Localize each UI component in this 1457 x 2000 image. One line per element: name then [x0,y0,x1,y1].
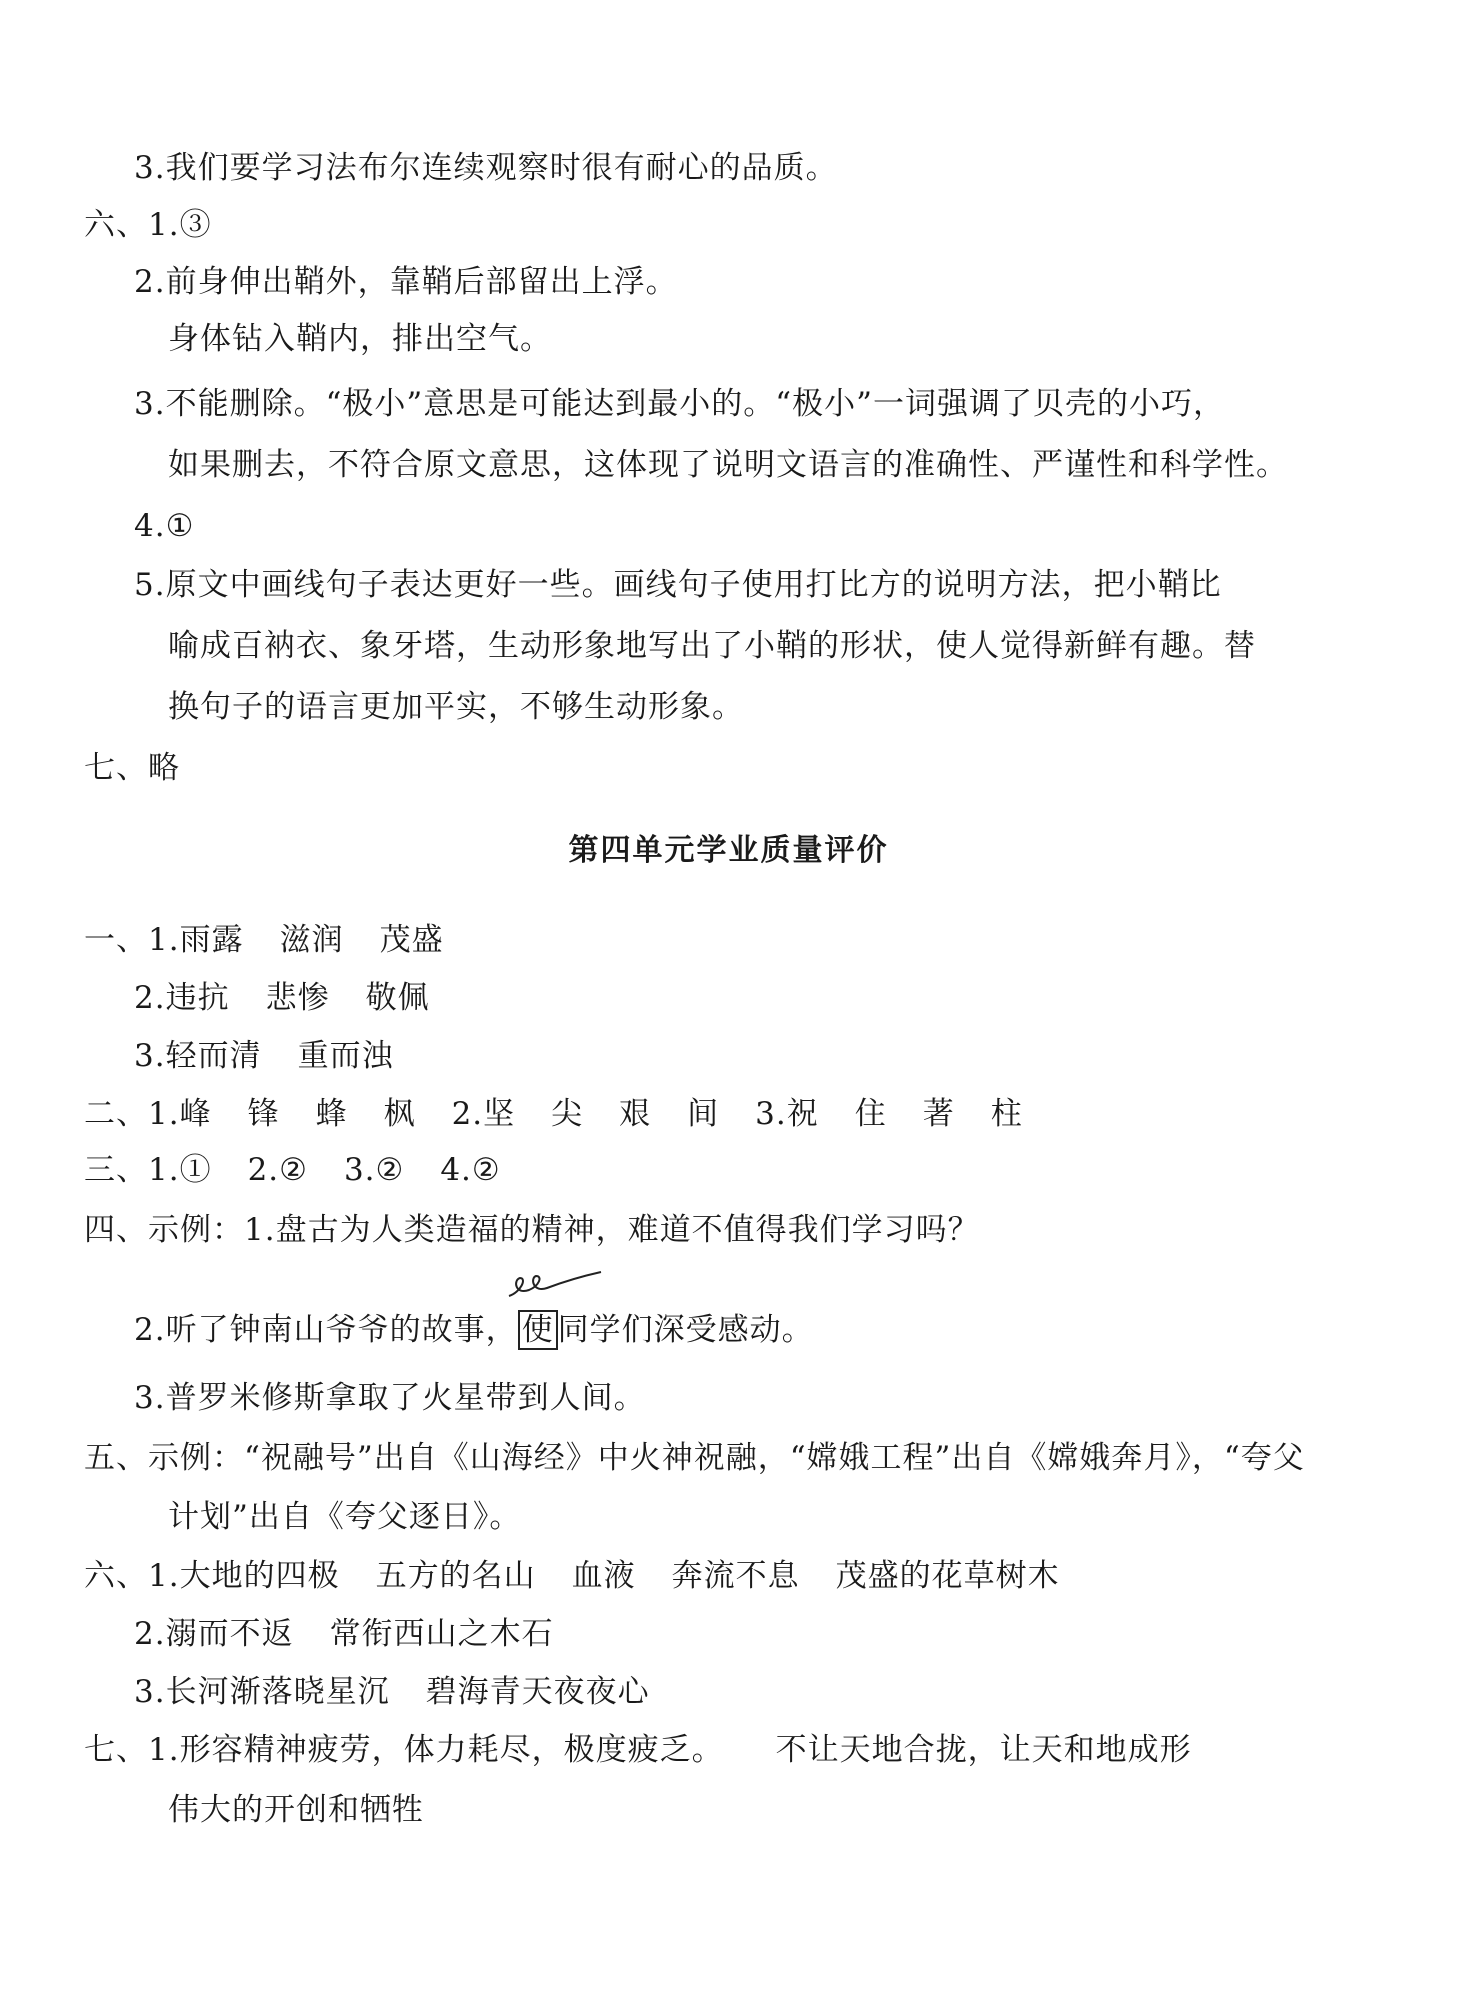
question-number: 六、 [84,1558,148,1594]
answer-line: 4.① [134,508,195,544]
answer-word: 血液 [571,1558,636,1594]
answer-word: 2.违抗 [134,980,230,1016]
answer-line: 如果删去，不符合原文意思，这体现了说明文语言的准确性、严谨性和科学性。 [168,447,1288,483]
answer-line [134,1036,394,1076]
answer-text: 不让天地合拢，让天和地成形 [775,1732,1192,1768]
answer-char: 尖 [551,1096,584,1132]
answer-line: 换句子的语言更加平实，不够生动形象。 [168,689,744,725]
handwritten-insertion-mark [505,1268,605,1302]
answer-text: 听了钟南山爷爷的故事， [165,1312,518,1348]
answer-line [84,1730,1192,1770]
answer-word: 茂盛的花草树木 [835,1558,1060,1594]
answer-char: 艰 [619,1096,652,1132]
answer-line: 四、示例：1.盘古为人类造福的精神，难道不值得我们学习吗？ [84,1212,980,1248]
question-number: 二、 [84,1096,148,1132]
answer-word: 茂盛 [379,922,444,958]
answer-word: 五方的名山 [375,1558,536,1594]
answer-char: 3.祝 [755,1096,819,1132]
answer-word: 滋润 [279,922,344,958]
answer-text: 七、1.形容精神疲劳，体力耗尽，极度疲乏。 [84,1732,724,1768]
answer-word: 奔流不息 [671,1558,800,1594]
answer-choice: 2.② [247,1152,308,1188]
answer-line: 伟大的开创和牺牲 [168,1792,424,1828]
answer-line: 3.普罗米修斯拿取了火星带到人间。 [134,1380,646,1416]
answer-line: 六、1.③ [84,207,212,243]
answer-line [134,1614,554,1654]
answer-line: 3.我们要学习法布尔连续观察时很有耐心的品质。 [134,150,838,186]
answer-line: 2.前身伸出鞘外，靠鞘后部留出上浮。 [134,264,678,300]
answer-word: 敬佩 [365,980,430,1016]
answer-char: 1.峰 [148,1096,212,1132]
answer-word: 常衔西山之木石 [329,1616,554,1652]
answer-line: 3.不能删除。“极小”意思是可能达到最小的。“极小”一词强调了贝壳的小巧， [134,386,1225,422]
answer-char: 住 [854,1096,887,1132]
answer-word: 1.大地的四极 [148,1558,340,1594]
question-number: 三、 [84,1152,148,1188]
answer-choice: 4.② [440,1152,501,1188]
answer-char: 2.坚 [451,1096,516,1132]
answer-word: 3.轻而清 [134,1038,262,1074]
answer-char: 著 [922,1096,955,1132]
answer-word: 悲惨 [265,980,330,1016]
answer-char: 柱 [990,1096,1023,1132]
answer-word: 2.溺而不返 [134,1616,294,1652]
answer-char: 枫 [383,1096,416,1132]
answer-line [134,1310,814,1350]
section-title: 第四单元学业质量评价 [568,833,889,868]
answer-line [84,1094,1023,1134]
answer-line: 五、示例：“祝融号”出自《山海经》中火神祝融，“嫦娥工程”出自《嫦娥奔月》，“夸父 [84,1440,1305,1476]
answer-word: 1.雨露 [148,922,244,958]
answer-word: 重而浊 [297,1038,394,1074]
answer-line: 身体钻入鞘内，排出空气。 [168,321,552,357]
answer-line: 计划”出自《夸父逐日》。 [168,1499,522,1535]
answer-line [84,920,444,960]
answer-char: 蜂 [315,1096,348,1132]
answer-choice: 3.② [343,1152,405,1188]
answer-word: 3.长河渐落晓星沉 [134,1674,390,1710]
answer-char: 锋 [247,1096,280,1132]
answer-line: 喻成百衲衣、象牙塔，生动形象地写出了小鞘的形状，使人觉得新鲜有趣。替 [168,628,1256,664]
answer-choice: 1.① [148,1152,212,1188]
answer-line: 5.原文中画线句子表达更好一些。画线句子使用打比方的说明方法，把小鞘比 [134,567,1222,603]
answer-line [134,978,430,1018]
question-number: 一、 [84,922,148,958]
boxed-correction-char: 使 [518,1310,558,1350]
answer-word: 碧海青天夜夜心 [425,1674,650,1710]
answer-line: 七、略 [84,750,180,786]
answer-line [84,1150,501,1190]
answer-char: 间 [687,1096,720,1132]
answer-text: 同学们深受感动。 [557,1312,814,1348]
answer-line [84,1556,1060,1596]
answer-line [134,1672,650,1712]
question-number: 2. [134,1312,166,1348]
